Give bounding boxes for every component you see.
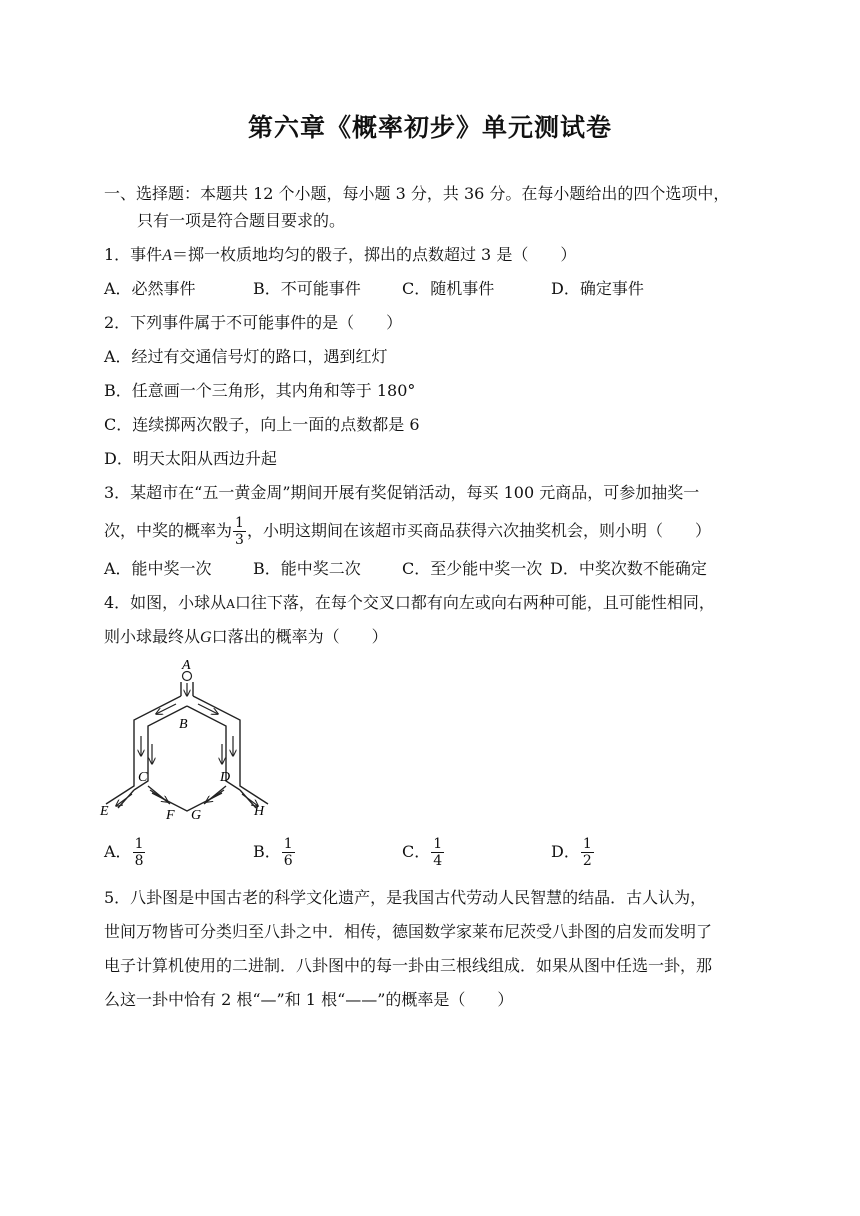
q4-option-c-label: C． [402, 842, 431, 861]
question-3-line1: 3．某超市在“五一黄金周”期间开展有奖促销活动，每买 100 元商品，可参加抽奖一 [104, 483, 700, 502]
label-g: G [191, 808, 202, 823]
q4-option-b-den: 6 [283, 853, 293, 869]
q4-line1-after: 口往下落，在每个交叉口都有向左或向右两种可能，且可能性相同， [234, 593, 715, 612]
q4-line2-var: G [200, 629, 212, 646]
q2-option-d: D．明天太阳从西边升起 [104, 449, 277, 468]
label-a: A [182, 658, 191, 673]
q4-option-c-den: 4 [433, 853, 443, 869]
q4-option-b-fraction [282, 836, 295, 869]
q2-option-a: A．经过有交通信号灯的路口，遇到红灯 [104, 347, 388, 366]
question-5-line1: 5．八卦图是中国古老的科学文化遗产，是我国古代劳动人民智慧的结晶．古人认为， [104, 888, 707, 907]
question-5-line2: 世间万物皆可分类归至八卦之中．相传，德国数学家莱布尼茨受八卦图的启发而发明了 [104, 922, 713, 941]
q4-option-b-label: B． [253, 842, 281, 861]
q1-option-c: C．随机事件 [402, 279, 495, 298]
q1-text-before: 1．事件 [104, 245, 163, 264]
q1-option-a: A．必然事件 [104, 279, 196, 298]
label-d: D [220, 770, 231, 785]
label-e: E [100, 804, 109, 819]
q3-frac-den: 3 [235, 532, 244, 548]
question-5-line3: 电子计算机使用的二进制．八卦图中的每一卦由三根线组成．如果从图中任选一卦，那 [104, 956, 713, 975]
question-1 [104, 244, 576, 267]
q4-line1-var: A [226, 597, 235, 611]
section-heading-line1: 一、选择题：本题共 12 个小题，每小题 3 分，共 36 分。在每小题给出的四个选项中， [104, 184, 730, 203]
question-3-line2 [104, 515, 711, 548]
q4-option-a-num: 1 [134, 836, 144, 852]
q3-line2-before: 次，中奖的概率为 [104, 521, 233, 540]
label-h: H [254, 804, 265, 819]
q1-option-d: D．确定事件 [551, 279, 644, 298]
q4-line1-before: 4．如图，小球从 [104, 593, 227, 612]
q2-option-c: C．连续掷两次骰子，向上一面的点数都是 6 [104, 415, 420, 434]
q1-var: A [162, 247, 172, 264]
q1-text-after: ＝掷一枚质地均匀的骰子，掷出的点数超过 3 是（ ） [171, 245, 577, 264]
q4-option-c-fraction [431, 836, 444, 869]
page-title: 第六章《概率初步》单元测试卷 [247, 113, 612, 142]
q3-fraction [233, 515, 246, 548]
q2-option-b: B．任意画一个三角形，其内角和等于 180° [104, 381, 416, 400]
ball-path-diagram [96, 656, 286, 830]
q4-option-a-den: 8 [134, 853, 144, 869]
question-5-line4: 么这一卦中恰有 2 根“—”和 1 根“——”的概率是（ ） [104, 990, 514, 1009]
q4-option-d [551, 836, 595, 869]
q4-option-d-label: D． [551, 842, 580, 861]
q3-option-a: A．能中奖一次 [104, 559, 212, 578]
q4-option-d-fraction [581, 836, 594, 869]
q4-option-d-num: 1 [582, 836, 592, 852]
q3-line2-after: ，小明这期间在该超市买商品获得六次抽奖机会，则小明（ ） [246, 521, 711, 540]
question-4-line2 [104, 626, 388, 649]
label-c: C [138, 770, 148, 785]
question-4-line1 [104, 592, 715, 615]
q4-option-c [402, 836, 445, 869]
q3-option-d: D．中奖次数不能确定 [550, 559, 707, 578]
q3-option-c: C．至少能中奖一次 [402, 559, 543, 578]
q4-option-b [253, 836, 296, 869]
q4-option-b-num: 1 [283, 836, 293, 852]
q4-line2-before: 则小球最终从 [104, 627, 201, 646]
q4-option-c-num: 1 [433, 836, 443, 852]
q3-frac-num: 1 [235, 515, 244, 531]
label-f: F [166, 808, 175, 823]
q1-option-b: B．不可能事件 [253, 279, 361, 298]
section-heading-line2: 只有一项是符合题目要求的。 [137, 211, 346, 230]
q3-option-b: B．能中奖二次 [253, 559, 361, 578]
question-2: 2．下列事件属于不可能事件的是（ ） [104, 313, 403, 332]
q4-option-d-den: 2 [582, 853, 592, 869]
q4-line2-after: 口落出的概率为（ ） [211, 627, 388, 646]
q4-option-a-fraction [133, 836, 146, 869]
label-b: B [179, 717, 188, 732]
q4-option-a [104, 836, 146, 869]
q4-option-a-label: A． [104, 842, 132, 861]
